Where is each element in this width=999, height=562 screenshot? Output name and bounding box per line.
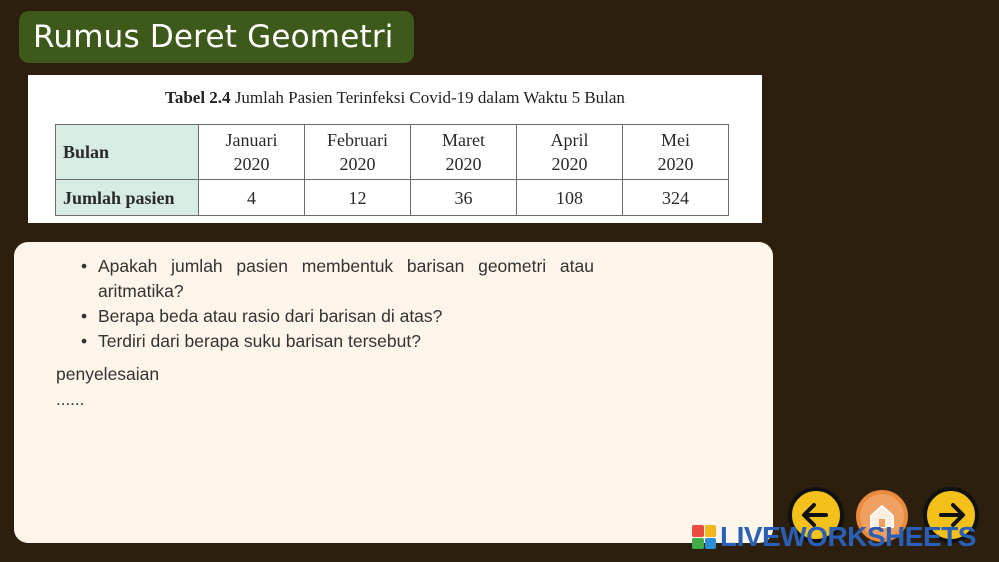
month-cell-3 xyxy=(411,125,517,180)
table-caption xyxy=(28,88,762,108)
month-cell-4 xyxy=(517,125,623,180)
month-name: Januari xyxy=(225,130,278,150)
brand-text: LIVEWORKSHEETS xyxy=(720,521,976,552)
patients-cell-5: 324 xyxy=(623,180,729,216)
question-item: • Apakah jumlah pasien membentuk barisan geometri atau aritmatika? xyxy=(74,254,594,304)
month-year: 2020 xyxy=(233,154,270,174)
month-cell-5 xyxy=(623,125,729,180)
month-name: Maret xyxy=(442,130,485,150)
month-cell-2 xyxy=(305,125,411,180)
question-list xyxy=(74,254,594,354)
brand-logo-icon xyxy=(692,525,716,549)
patients-cell-3: 36 xyxy=(411,180,517,216)
answer-field[interactable]: ...... xyxy=(56,390,85,409)
row-header-month: Bulan xyxy=(56,125,199,180)
answer-label: penyelesaian xyxy=(56,364,160,384)
logo-tile xyxy=(692,525,704,537)
month-year: 2020 xyxy=(339,154,376,174)
liveworksheets-brand xyxy=(692,521,976,552)
question-card xyxy=(14,242,773,543)
patients-cell-2: 12 xyxy=(305,180,411,216)
patients-cell-1: 4 xyxy=(199,180,305,216)
month-name: Februari xyxy=(327,130,388,150)
table-row-months xyxy=(56,125,729,180)
row-header-patients: Jumlah pasien xyxy=(56,180,199,216)
question-item: • Berapa beda atau rasio dari barisan di atas? xyxy=(74,304,594,329)
table-caption-text: Jumlah Pasien Terinfeksi Covid-19 dalam Waktu 5 Bulan xyxy=(230,88,625,107)
question-item: • Terdiri dari berapa suku barisan tersebut? xyxy=(74,329,594,354)
month-year: 2020 xyxy=(445,154,482,174)
patients-cell-4: 108 xyxy=(517,180,623,216)
slide-title-banner xyxy=(19,11,414,63)
month-name: April xyxy=(550,130,589,150)
table-row-patients xyxy=(56,180,729,216)
month-name: Mei xyxy=(661,130,690,150)
logo-tile xyxy=(705,525,717,537)
slide-title: Rumus Deret Geometri xyxy=(33,19,394,55)
table-image-card xyxy=(28,75,762,223)
month-year: 2020 xyxy=(657,154,694,174)
month-year: 2020 xyxy=(551,154,588,174)
logo-tile xyxy=(705,538,717,550)
month-cell-1 xyxy=(199,125,305,180)
table-caption-number: Tabel 2.4 xyxy=(165,88,231,107)
patients-table xyxy=(55,124,729,216)
logo-tile xyxy=(692,538,704,550)
